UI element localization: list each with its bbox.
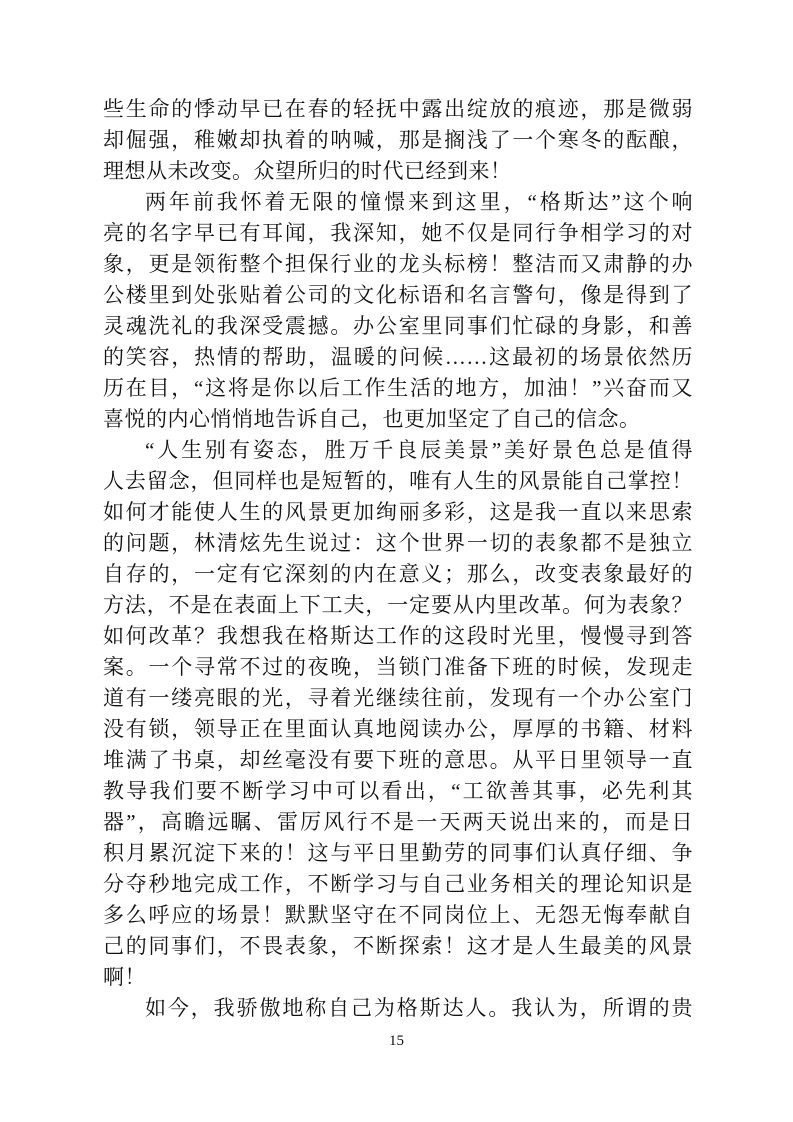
text-line: 些生命的悸动早已在春的轻抚中露出绽放的痕迹，那是微弱: [103, 97, 693, 121]
document-body: [103, 94, 693, 1024]
text-line: 己的同事们，不畏表象，不断探索！这才是人生最美的风景: [103, 934, 693, 958]
page-number: 15: [389, 1033, 404, 1049]
text-line: 却倔强，稚嫩却执着的呐喊，那是搁浅了一个寒冬的酝酿，: [103, 128, 693, 152]
text-line: 积月累沉淀下来的！这与平日里勤劳的同事们认真仔细、争: [103, 841, 693, 865]
text-line: 自存的，一定有它深刻的内在意义；那么，改变表象最好的: [103, 562, 693, 586]
text-line: 的笑容，热情的帮助，温暖的问候……这最初的场景依然历: [103, 345, 693, 369]
text-line: 喜悦的内心悄悄地告诉自己，也更加坚定了自己的信念。: [103, 407, 641, 431]
text-line: 器”，高瞻远瞩、雷厉风行不是一天两天说出来的，而是日: [103, 810, 693, 834]
text-line: “人生别有姿态，胜万千良辰美景”美好景色总是值得: [145, 438, 693, 462]
page-footer: [0, 1032, 793, 1050]
text-line: 如何才能使人生的风景更加绚丽多彩，这是我一直以来思索: [103, 500, 693, 524]
text-line: 方法，不是在表面上下工夫，一定要从内里改革。何为表象？: [103, 593, 693, 617]
text-line: 理想从未改变。众望所归的时代已经到来！: [103, 159, 512, 183]
text-line: 亮的名字早已有耳闻，我深知，她不仅是同行争相学习的对: [103, 221, 693, 245]
text-line: 道有一缕亮眼的光，寻着光继续往前，发现有一个办公室门: [103, 686, 693, 710]
text-line: 没有锁，领导正在里面认真地阅读办公，厚厚的书籍、材料: [103, 717, 693, 741]
text-line: 如今，我骄傲地称自己为格斯达人。我认为，所谓的贵: [145, 996, 693, 1020]
text-line: 象，更是领衔整个担保行业的龙头标榜！整洁而又肃静的办: [103, 252, 693, 276]
text-line: 教导我们要不断学习中可以看出，“工欲善其事，必先利其: [103, 779, 693, 803]
text-line: 如何改革？我想我在格斯达工作的这段时光里，慢慢寻到答: [103, 624, 693, 648]
text-line: 案。一个寻常不过的夜晚，当锁门准备下班的时候，发现走: [103, 655, 693, 679]
text-line: 多么呼应的场景！默默坚守在不同岗位上、无怨无悔奉献自: [103, 903, 693, 927]
text-line: 人去留念，但同样也是短暂的，唯有人生的风景能自己掌控！: [103, 469, 693, 493]
text-line: 啊！: [103, 965, 146, 989]
text-line: 两年前我怀着无限的憧憬来到这里，“格斯达”这个响: [145, 190, 693, 214]
text-line: 堆满了书桌，却丝毫没有要下班的意思。从平日里领导一直: [103, 748, 693, 772]
text-line: 历在目，“这将是你以后工作生活的地方，加油！”兴奋而又: [103, 376, 693, 400]
text-line: 的问题，林清炫先生说过：这个世界一切的表象都不是独立: [103, 531, 693, 555]
text-line: 分夺秒地完成工作，不断学习与自己业务相关的理论知识是: [103, 872, 693, 896]
text-line: 灵魂洗礼的我深受震撼。办公室里同事们忙碌的身影，和善: [103, 314, 693, 338]
text-line: 公楼里到处张贴着公司的文化标语和名言警句，像是得到了: [103, 283, 693, 307]
